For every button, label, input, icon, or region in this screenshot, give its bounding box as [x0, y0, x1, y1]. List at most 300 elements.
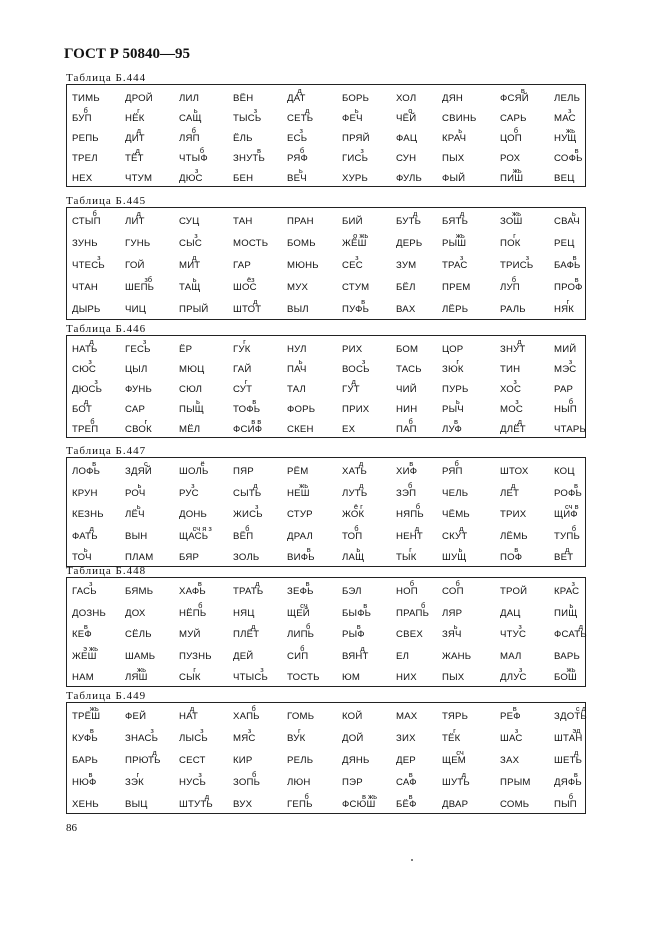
phoneme-mark: д: [192, 253, 197, 262]
word-cell: [72, 398, 132, 418]
word-cell: [72, 276, 132, 296]
word-text: БЭЛ: [342, 586, 362, 597]
word-text: ГЕПЬ: [287, 799, 313, 810]
word-text: СКУТ: [442, 530, 468, 542]
word-text: ГАР: [233, 260, 251, 271]
word-cell: [125, 398, 185, 418]
word-cell: [442, 546, 502, 566]
phoneme-mark: б: [408, 480, 413, 490]
word-text: ШОС: [233, 282, 257, 293]
word-cell: [442, 705, 502, 725]
table-row: [67, 398, 585, 418]
table-row: [67, 771, 585, 791]
word-cell: [125, 666, 185, 686]
word-cell: [233, 645, 293, 665]
word-text: САР: [125, 404, 146, 415]
phoneme-mark: сч я з: [192, 523, 212, 533]
word-text: ЁЛЬ: [233, 133, 253, 144]
phoneme-mark: г: [298, 726, 301, 735]
word-cell: [233, 623, 293, 643]
word-cell: [500, 254, 560, 274]
phoneme-mark: з: [88, 357, 92, 366]
word-text: БОТ: [72, 404, 93, 415]
word-text: САЩ: [179, 113, 202, 124]
word-cell: [554, 338, 614, 358]
word-cell: [442, 378, 502, 398]
word-text: ПУЗНЬ: [179, 650, 212, 662]
word-text: ПРЕМ: [442, 282, 471, 293]
table-row: [67, 210, 585, 230]
phoneme-mark: б: [251, 704, 256, 713]
phoneme-mark: з: [518, 665, 523, 674]
phoneme-mark: жь: [137, 665, 147, 674]
word-cell: [125, 254, 185, 274]
word-text: НЫП: [554, 404, 577, 415]
word-text: КЕЗНЬ: [72, 509, 104, 520]
phoneme-mark: д: [136, 209, 141, 218]
word-text: ТЁК: [442, 733, 461, 744]
phoneme-mark: ь: [193, 106, 198, 115]
phoneme-mark: з: [194, 166, 199, 175]
word-cell: [125, 210, 185, 230]
table-row: [67, 580, 585, 600]
word-text: ДАЦ: [500, 607, 521, 619]
word-text: ДОЗНЬ: [72, 607, 106, 619]
word-cell: [125, 232, 185, 252]
word-text: ВЁП: [233, 530, 254, 542]
word-text: ВЕЧ: [287, 173, 307, 184]
table-row: [67, 602, 585, 622]
word-cell: [554, 705, 614, 725]
word-table: [66, 84, 586, 187]
word-text: ТРОЙ: [500, 586, 528, 597]
phoneme-mark: б: [199, 146, 204, 155]
word-text: ЛЫСЬ: [179, 733, 208, 744]
word-text: СЕС: [342, 260, 363, 271]
word-cell: [442, 418, 502, 438]
table-caption: Таблица Б.445: [66, 195, 147, 207]
word-cell: [500, 525, 560, 545]
word-cell: [125, 525, 185, 545]
word-text: ФСЯЙ: [500, 93, 529, 104]
table-row: [67, 623, 585, 643]
word-cell: [342, 167, 402, 187]
word-cell: [233, 398, 293, 418]
phoneme-mark: з: [514, 726, 519, 735]
word-cell: [500, 418, 560, 438]
word-text: ШТУТЬ: [179, 799, 213, 810]
word-cell: [179, 298, 239, 318]
phoneme-mark: б: [251, 770, 257, 779]
word-text: СИП: [287, 650, 309, 662]
phoneme-mark: эд: [572, 726, 581, 735]
phoneme-mark: ё г: [353, 502, 363, 511]
phoneme-mark: в в: [251, 417, 262, 426]
phoneme-mark: в: [574, 480, 579, 490]
word-cell: [125, 276, 185, 296]
word-text: РЯФ: [287, 153, 309, 164]
word-text: ЗОПЬ: [233, 777, 261, 788]
word-text: ТАН: [233, 216, 253, 227]
word-cell: [500, 482, 560, 502]
word-text: ЁР: [179, 344, 193, 355]
word-text: ЗНУТЬ: [233, 153, 265, 164]
word-cell: [233, 580, 293, 600]
word-cell: [233, 210, 293, 230]
phoneme-mark: д: [251, 622, 256, 631]
word-cell: [72, 167, 132, 187]
word-cell: [72, 87, 132, 107]
phoneme-mark: г: [243, 337, 246, 346]
phoneme-mark: д: [517, 337, 522, 346]
word-cell: [72, 503, 132, 523]
phoneme-mark: сч в: [564, 502, 579, 511]
phoneme-mark: б: [568, 792, 574, 801]
phoneme-mark: ё: [200, 459, 205, 468]
phoneme-mark: о жь: [353, 231, 369, 240]
word-text: ПЫП: [554, 799, 577, 810]
word-text: ФСЮШ: [342, 799, 376, 810]
word-text: СТЫП: [72, 216, 101, 227]
word-cell: [554, 210, 614, 230]
word-cell: [442, 525, 502, 545]
word-cell: [125, 645, 185, 665]
word-cell: [233, 418, 293, 438]
phoneme-mark: б: [92, 209, 97, 218]
word-text: КРАЧ: [442, 133, 467, 144]
word-cell: [125, 580, 185, 600]
word-text: ЕСЬ: [287, 133, 308, 144]
word-text: МАС: [554, 113, 576, 124]
word-text: РЕЦ: [554, 238, 575, 249]
phoneme-mark: з: [525, 253, 530, 262]
word-cell: [287, 210, 347, 230]
word-text: НЯЦ: [233, 607, 255, 619]
word-cell: [72, 418, 132, 438]
word-text: НАТ: [179, 711, 199, 722]
word-cell: [179, 358, 239, 378]
word-text: ЛУФ: [442, 424, 462, 435]
phoneme-mark: г: [144, 417, 148, 426]
phoneme-mark: з: [260, 665, 264, 674]
word-cell: [500, 338, 560, 358]
word-text: РЁМ: [287, 466, 309, 477]
word-cell: [287, 727, 347, 747]
word-text: ГАСЬ: [72, 586, 97, 597]
word-text: СЕТЬ: [287, 113, 314, 124]
phoneme-mark: в: [92, 459, 97, 468]
phoneme-mark: б: [568, 397, 574, 406]
word-text: ПРЫМ: [500, 777, 531, 788]
word-cell: [72, 107, 132, 127]
word-text: СУН: [396, 153, 417, 164]
word-text: СОМЬ: [500, 799, 530, 810]
phoneme-mark: жь: [566, 126, 576, 135]
word-text: ВЯНТ: [342, 650, 369, 662]
word-text: МУХ: [287, 282, 309, 293]
word-cell: [233, 482, 293, 502]
word-text: БЁФ: [396, 799, 417, 810]
word-cell: [500, 623, 560, 643]
word-text: ТРИСЬ: [500, 260, 534, 271]
word-cell: [442, 210, 502, 230]
word-text: ТОФЬ: [233, 404, 261, 415]
word-text: ВЫН: [125, 530, 148, 542]
word-text: БИЙ: [342, 216, 363, 227]
word-cell: [342, 127, 402, 147]
word-cell: [72, 298, 132, 318]
word-text: ПЫХ: [442, 153, 465, 164]
phoneme-mark: д: [204, 792, 210, 801]
word-cell: [72, 210, 132, 230]
word-text: ПРОФ: [554, 282, 583, 293]
word-text: ЛОФЬ: [72, 466, 101, 477]
word-text: ЩЕЙ: [287, 607, 310, 619]
word-cell: [233, 107, 293, 127]
word-cell: [125, 727, 185, 747]
word-cell: [287, 749, 347, 769]
word-cell: [233, 705, 293, 725]
phoneme-mark: д: [152, 748, 157, 757]
table-row: [67, 482, 585, 502]
word-cell: [233, 546, 293, 566]
phoneme-mark: з: [94, 377, 98, 386]
word-text: ЖОК: [342, 509, 365, 520]
word-cell: [287, 378, 347, 398]
word-text: ДЛЁТ: [500, 424, 526, 435]
word-cell: [442, 254, 502, 274]
word-text: БУП: [72, 113, 92, 124]
word-cell: [179, 87, 239, 107]
word-cell: [342, 771, 402, 791]
word-text: БУТЬ: [396, 216, 422, 227]
table-row: [67, 87, 585, 107]
word-text: БОШ: [554, 672, 578, 683]
phoneme-mark: о: [408, 106, 413, 115]
word-text: ЗУМ: [396, 260, 417, 271]
table-row: [67, 127, 585, 147]
phoneme-mark: ь: [137, 480, 142, 490]
phoneme-mark: г: [456, 357, 460, 366]
word-cell: [125, 127, 185, 147]
phoneme-mark: зб: [144, 275, 153, 284]
word-cell: [287, 107, 347, 127]
word-cell: [125, 147, 185, 167]
word-text: ЧЕЛЬ: [442, 487, 469, 499]
word-cell: [342, 460, 402, 480]
word-text: СВЕХ: [396, 629, 423, 640]
word-cell: [72, 749, 132, 769]
word-text: ЧЁМЬ: [442, 509, 470, 520]
word-text: НИХ: [396, 672, 417, 683]
word-text: КОЦ: [554, 466, 575, 477]
word-cell: [342, 705, 402, 725]
table-row: [67, 167, 585, 187]
word-cell: [342, 602, 402, 622]
word-text: ДОНЬ: [179, 509, 207, 520]
word-cell: [500, 645, 560, 665]
word-cell: [179, 727, 239, 747]
word-text: ДИТ: [125, 133, 145, 144]
word-cell: [342, 398, 402, 418]
word-cell: [554, 727, 614, 747]
word-text: ПРЫЙ: [179, 304, 209, 315]
phoneme-mark: б: [420, 600, 426, 610]
word-text: ДЫРЬ: [72, 304, 101, 315]
page-number: 86: [66, 822, 77, 834]
word-table: [66, 207, 586, 320]
word-cell: [342, 666, 402, 686]
word-text: ФАЦ: [396, 133, 418, 144]
phoneme-mark: г: [193, 665, 196, 674]
word-text: КРАС: [554, 586, 580, 597]
word-cell: [287, 232, 347, 252]
phoneme-mark: в: [573, 770, 578, 779]
word-text: ДЮСЬ: [72, 384, 103, 395]
table-row: [67, 232, 585, 252]
word-cell: [72, 358, 132, 378]
phoneme-mark: в: [361, 297, 366, 306]
word-text: ЩАСЬ: [179, 530, 209, 542]
word-text: ГУНЬ: [125, 238, 151, 249]
word-cell: [72, 623, 132, 643]
phoneme-mark: д: [360, 643, 365, 653]
phoneme-mark: д: [83, 397, 89, 406]
word-cell: [72, 254, 132, 274]
word-text: ПЭР: [342, 777, 363, 788]
word-text: СЫС: [179, 238, 202, 249]
word-text: ХОС: [500, 384, 522, 395]
word-text: ЧИЦ: [125, 304, 146, 315]
word-text: ФЫЙ: [442, 173, 466, 184]
phoneme-mark: в: [520, 86, 525, 95]
phoneme-mark: д: [89, 523, 94, 533]
phoneme-mark: в: [574, 275, 579, 284]
phoneme-mark: д: [412, 209, 418, 218]
word-text: ХУРЬ: [342, 173, 368, 184]
word-cell: [500, 107, 560, 127]
word-cell: [442, 602, 502, 622]
word-text: СТУР: [287, 509, 313, 520]
word-cell: [233, 666, 293, 686]
word-cell: [233, 727, 293, 747]
word-cell: [554, 525, 614, 545]
word-text: ПИШ: [500, 173, 524, 184]
phoneme-mark: з: [360, 146, 364, 155]
word-text: ЛЁМЬ: [500, 530, 528, 542]
word-text: РЫЧ: [442, 404, 464, 415]
word-text: ЗУНЬ: [72, 238, 98, 249]
word-cell: [179, 398, 239, 418]
phoneme-mark: б: [300, 643, 305, 653]
word-cell: [179, 705, 239, 725]
word-text: ПРЯЙ: [342, 133, 370, 144]
document-header: ГОСТ Р 50840—95: [64, 46, 191, 62]
phoneme-mark: в: [305, 579, 310, 588]
word-cell: [233, 378, 293, 398]
phoneme-mark: д: [359, 480, 364, 490]
word-cell: [442, 107, 502, 127]
word-text: ГЕСЬ: [125, 344, 151, 355]
word-text: ФСАТЬ: [554, 629, 587, 640]
word-cell: [442, 460, 502, 480]
word-text: РЫШ: [442, 238, 467, 249]
word-text: ПОК: [500, 238, 521, 249]
word-cell: [179, 623, 239, 643]
table-row: [67, 358, 585, 378]
phoneme-mark: д: [459, 523, 464, 533]
word-text: БЁЛ: [396, 282, 416, 293]
word-text: ЧТАН: [72, 282, 99, 293]
word-text: ТОЧ: [72, 552, 92, 563]
word-cell: [342, 546, 402, 566]
word-cell: [442, 147, 502, 167]
phoneme-mark: б: [408, 417, 413, 426]
table-row: [67, 378, 585, 398]
word-text: ПУФЬ: [342, 304, 370, 315]
phoneme-mark: д: [578, 622, 584, 631]
phoneme-mark: г: [136, 770, 140, 779]
word-cell: [233, 147, 293, 167]
word-cell: [72, 727, 132, 747]
table-row: [67, 147, 585, 167]
phoneme-mark: з: [150, 726, 154, 735]
word-text: ЦОР: [442, 344, 464, 355]
word-text: ЦОП: [500, 133, 522, 144]
word-cell: [554, 460, 614, 480]
word-cell: [500, 705, 560, 725]
word-text: ЧТЫФ: [179, 153, 208, 164]
phoneme-mark: ь: [356, 545, 361, 554]
word-text: НОП: [396, 586, 418, 597]
word-text: ТИН: [500, 364, 521, 375]
phoneme-mark: д: [253, 297, 258, 306]
word-cell: [554, 482, 614, 502]
word-cell: [179, 580, 239, 600]
word-text: СЫТЬ: [233, 487, 262, 499]
phoneme-mark: г: [137, 106, 140, 115]
word-cell: [125, 705, 185, 725]
table-row: [67, 525, 585, 545]
word-text: ЛИТ: [125, 216, 145, 227]
word-text: ШУТЬ: [442, 777, 470, 788]
word-cell: [342, 623, 402, 643]
phoneme-mark: г: [244, 377, 248, 386]
word-table: [66, 702, 586, 814]
word-text: ХИФ: [396, 466, 418, 477]
word-text: ПЛЁТ: [233, 629, 260, 640]
word-cell: [554, 87, 614, 107]
word-text: ДЮС: [179, 173, 203, 184]
word-cell: [442, 771, 502, 791]
word-cell: [500, 276, 560, 296]
word-text: ЛЕЛЬ: [554, 93, 581, 104]
phoneme-mark: б: [90, 417, 95, 426]
word-cell: [233, 503, 293, 523]
word-text: ШЕПЬ: [125, 282, 155, 293]
word-cell: [125, 623, 185, 643]
word-text: КОЙ: [342, 711, 363, 722]
word-text: ТРАТЬ: [233, 586, 264, 597]
phoneme-mark: ь: [455, 397, 460, 406]
phoneme-mark: б: [513, 126, 518, 135]
phoneme-mark: д: [351, 377, 356, 386]
word-cell: [125, 793, 185, 813]
word-cell: [342, 727, 402, 747]
phoneme-mark: з: [515, 397, 519, 406]
word-text: ЗЭК: [125, 777, 144, 788]
word-cell: [554, 418, 614, 438]
